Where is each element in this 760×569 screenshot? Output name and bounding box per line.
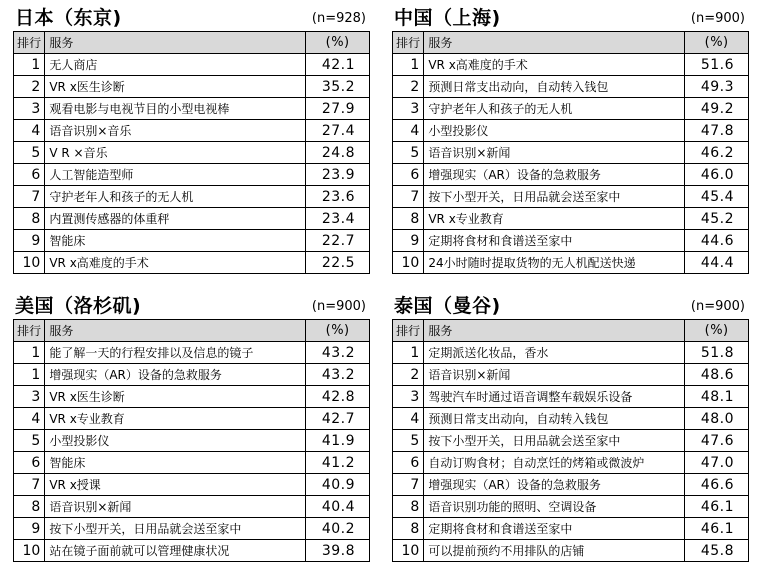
table-row (14, 186, 370, 208)
service-cell: 语音识别×音乐 (45, 120, 306, 142)
service-cell: 守护老年人和孩子的无人机 (424, 98, 685, 120)
table-row (14, 98, 370, 120)
rank-cell: 7 (393, 186, 424, 208)
service-cell: 内置测传感器的体重秤 (45, 208, 306, 230)
table-header-row (393, 32, 749, 54)
percent-cell: 40.2 (306, 518, 370, 540)
table-header-row (14, 32, 370, 54)
service-cell: 站在镜子面前就可以管理健康状况 (45, 540, 306, 562)
table-row (14, 142, 370, 164)
rank-cell: 5 (393, 430, 424, 452)
percent-cell: 41.9 (306, 430, 370, 452)
rank-cell: 2 (393, 364, 424, 386)
ranking-panel (13, 294, 370, 562)
service-cell: VR x专业教育 (45, 408, 306, 430)
percent-cell: 23.4 (306, 208, 370, 230)
panel-header (392, 294, 749, 319)
service-cell: 定期将食材和食谱送至家中 (424, 230, 685, 252)
ranking-panel (392, 6, 749, 274)
rank-cell: 5 (14, 142, 45, 164)
percent-cell: 45.8 (685, 540, 749, 562)
percent-cell: 40.4 (306, 496, 370, 518)
table-row (393, 54, 749, 76)
service-cell: 无人商店 (45, 54, 306, 76)
service-cell: 按下小型开关，日用品就会送至家中 (424, 430, 685, 452)
rank-header: 排行 (393, 320, 424, 342)
service-cell: VR x医生诊断 (45, 76, 306, 98)
percent-cell: 39.8 (306, 540, 370, 562)
ranking-table (13, 319, 370, 562)
rank-header: 排行 (14, 32, 45, 54)
service-header: 服务 (424, 32, 685, 54)
rank-cell: 10 (14, 540, 45, 562)
table-row (393, 76, 749, 98)
service-cell: VR x授课 (45, 474, 306, 496)
percent-cell: 27.4 (306, 120, 370, 142)
rank-cell: 2 (393, 76, 424, 98)
ranking-panel (392, 294, 749, 562)
percent-cell: 51.8 (685, 342, 749, 364)
table-row (393, 186, 749, 208)
table-row (393, 342, 749, 364)
table-row (14, 120, 370, 142)
table-header-row (393, 320, 749, 342)
rank-cell: 6 (14, 452, 45, 474)
rank-cell: 10 (393, 540, 424, 562)
rank-cell: 7 (14, 186, 45, 208)
percent-cell: 41.2 (306, 452, 370, 474)
percent-cell: 46.6 (685, 474, 749, 496)
table-row (393, 452, 749, 474)
service-cell: 语音识别×新闻 (424, 364, 685, 386)
table-row (393, 208, 749, 230)
service-cell: VR x高难度的手术 (45, 252, 306, 274)
table-row (14, 386, 370, 408)
service-cell: 按下小型开关，日用品就会送至家中 (45, 518, 306, 540)
service-cell: 语音识别×新闻 (45, 496, 306, 518)
table-row (393, 364, 749, 386)
percent-cell: 47.0 (685, 452, 749, 474)
rank-cell: 3 (393, 98, 424, 120)
service-cell: 定期将食材和食谱送至家中 (424, 518, 685, 540)
rank-cell: 7 (393, 474, 424, 496)
rank-cell: 1 (14, 342, 45, 364)
service-cell: VR x医生诊断 (45, 386, 306, 408)
percent-cell: 42.8 (306, 386, 370, 408)
table-row (14, 540, 370, 562)
service-cell: 增强现实（AR）设备的急救服务 (424, 164, 685, 186)
percent-cell: 27.9 (306, 98, 370, 120)
rank-cell: 3 (14, 386, 45, 408)
percent-cell: 49.3 (685, 76, 749, 98)
table-row (14, 452, 370, 474)
service-cell: 能了解一天的行程安排以及信息的镜子 (45, 342, 306, 364)
rank-cell: 3 (393, 386, 424, 408)
table-row (14, 164, 370, 186)
table-header-row (14, 320, 370, 342)
percent-cell: 35.2 (306, 76, 370, 98)
table-row (393, 98, 749, 120)
table-row (14, 474, 370, 496)
percent-header: (%) (685, 320, 749, 342)
table-row (14, 342, 370, 364)
percent-cell: 43.2 (306, 342, 370, 364)
percent-cell: 40.9 (306, 474, 370, 496)
ranking-panel (13, 6, 370, 274)
rank-cell: 4 (393, 120, 424, 142)
service-cell: 可以提前预约不用排队的店铺 (424, 540, 685, 562)
service-header: 服务 (45, 32, 306, 54)
rank-cell: 9 (14, 230, 45, 252)
percent-cell: 48.6 (685, 364, 749, 386)
service-header: 服务 (45, 320, 306, 342)
service-cell: 观看电影与电视节目的小型电视棒 (45, 98, 306, 120)
rank-cell: 8 (393, 518, 424, 540)
percent-cell: 42.7 (306, 408, 370, 430)
rank-cell: 8 (14, 496, 45, 518)
service-cell: 自动订购食材；自动烹饪的烤箱或微波炉 (424, 452, 685, 474)
service-cell: 定期派送化妆品，香水 (424, 342, 685, 364)
table-row (393, 120, 749, 142)
sample-size: (n=928) (311, 11, 366, 26)
table-row (14, 408, 370, 430)
panel-title: 日本（东京) (15, 7, 122, 29)
rank-cell: 9 (14, 518, 45, 540)
table-row (393, 230, 749, 252)
service-header: 服务 (424, 320, 685, 342)
percent-cell: 45.2 (685, 208, 749, 230)
service-cell: 语音识别功能的照明、空调设备 (424, 496, 685, 518)
percent-cell: 46.2 (685, 142, 749, 164)
service-cell: 小型投影仪 (424, 120, 685, 142)
percent-cell: 23.6 (306, 186, 370, 208)
table-row (393, 496, 749, 518)
rank-cell: 6 (14, 164, 45, 186)
percent-cell: 47.6 (685, 430, 749, 452)
percent-cell: 48.1 (685, 386, 749, 408)
table-row (393, 474, 749, 496)
sample-size: (n=900) (690, 299, 745, 314)
rank-cell: 1 (393, 54, 424, 76)
rank-header: 排行 (14, 320, 45, 342)
rank-cell: 7 (14, 474, 45, 496)
percent-cell: 48.0 (685, 408, 749, 430)
percent-cell: 47.8 (685, 120, 749, 142)
rank-cell: 4 (14, 120, 45, 142)
panel-header (392, 6, 749, 31)
table-row (14, 54, 370, 76)
rank-cell: 8 (393, 496, 424, 518)
ranking-table (392, 31, 749, 274)
table-row (393, 518, 749, 540)
service-cell: 守护老年人和孩子的无人机 (45, 186, 306, 208)
service-cell: 智能床 (45, 452, 306, 474)
service-cell: 人工智能造型师 (45, 164, 306, 186)
table-row (393, 408, 749, 430)
service-cell: 驾驶汽车时通过语音调整车载娱乐设备 (424, 386, 685, 408)
service-cell: 增强现实（AR）设备的急救服务 (424, 474, 685, 496)
service-cell: 预测日常支出动向，自动转入钱包 (424, 408, 685, 430)
service-cell: 24小时随时提取货物的无人机配送快递 (424, 252, 685, 274)
percent-cell: 44.4 (685, 252, 749, 274)
service-cell: VR x专业教育 (424, 208, 685, 230)
rank-cell: 8 (393, 208, 424, 230)
panel-title: 中国（上海) (394, 7, 501, 29)
rank-cell: 2 (14, 76, 45, 98)
table-row (14, 208, 370, 230)
service-cell: 小型投影仪 (45, 430, 306, 452)
table-row (393, 142, 749, 164)
rank-cell: 6 (393, 452, 424, 474)
service-cell: 按下小型开关，日用品就会送至家中 (424, 186, 685, 208)
table-row (14, 230, 370, 252)
percent-cell: 22.5 (306, 252, 370, 274)
table-row (393, 540, 749, 562)
table-row (14, 252, 370, 274)
table-row (14, 518, 370, 540)
sample-size: (n=900) (690, 11, 745, 26)
rank-cell: 4 (393, 408, 424, 430)
percent-header: (%) (306, 32, 370, 54)
panel-header (13, 6, 370, 31)
percent-cell: 44.6 (685, 230, 749, 252)
panel-title: 美国（洛杉矶) (15, 295, 142, 317)
table-row (14, 430, 370, 452)
percent-cell: 43.2 (306, 364, 370, 386)
service-cell: 语音识别×新闻 (424, 142, 685, 164)
ranking-table (392, 319, 749, 562)
rank-cell: 3 (14, 98, 45, 120)
percent-cell: 45.4 (685, 186, 749, 208)
table-row (14, 76, 370, 98)
percent-header: (%) (685, 32, 749, 54)
table-row (14, 364, 370, 386)
rank-cell: 5 (14, 430, 45, 452)
percent-cell: 46.0 (685, 164, 749, 186)
rank-cell: 1 (14, 364, 45, 386)
ranking-table (13, 31, 370, 274)
percent-cell: 22.7 (306, 230, 370, 252)
table-row (393, 386, 749, 408)
panel-title: 泰国（曼谷) (394, 295, 501, 317)
table-row (393, 430, 749, 452)
percent-header: (%) (306, 320, 370, 342)
service-cell: V R ×音乐 (45, 142, 306, 164)
rank-cell: 9 (393, 230, 424, 252)
percent-cell: 46.1 (685, 496, 749, 518)
percent-cell: 46.1 (685, 518, 749, 540)
rank-cell: 5 (393, 142, 424, 164)
percent-cell: 51.6 (685, 54, 749, 76)
percent-cell: 42.1 (306, 54, 370, 76)
percent-cell: 23.9 (306, 164, 370, 186)
table-row (393, 164, 749, 186)
panel-header (13, 294, 370, 319)
service-cell: VR x高难度的手术 (424, 54, 685, 76)
rank-cell: 10 (393, 252, 424, 274)
rank-cell: 4 (14, 408, 45, 430)
table-row (14, 496, 370, 518)
service-cell: 预测日常支出动向，自动转入钱包 (424, 76, 685, 98)
percent-cell: 49.2 (685, 98, 749, 120)
rank-header: 排行 (393, 32, 424, 54)
rank-cell: 1 (393, 342, 424, 364)
rank-cell: 10 (14, 252, 45, 274)
service-cell: 增强现实（AR）设备的急救服务 (45, 364, 306, 386)
rank-cell: 8 (14, 208, 45, 230)
rank-cell: 1 (14, 54, 45, 76)
service-cell: 智能床 (45, 230, 306, 252)
percent-cell: 24.8 (306, 142, 370, 164)
rank-cell: 6 (393, 164, 424, 186)
table-row (393, 252, 749, 274)
sample-size: (n=900) (311, 299, 366, 314)
